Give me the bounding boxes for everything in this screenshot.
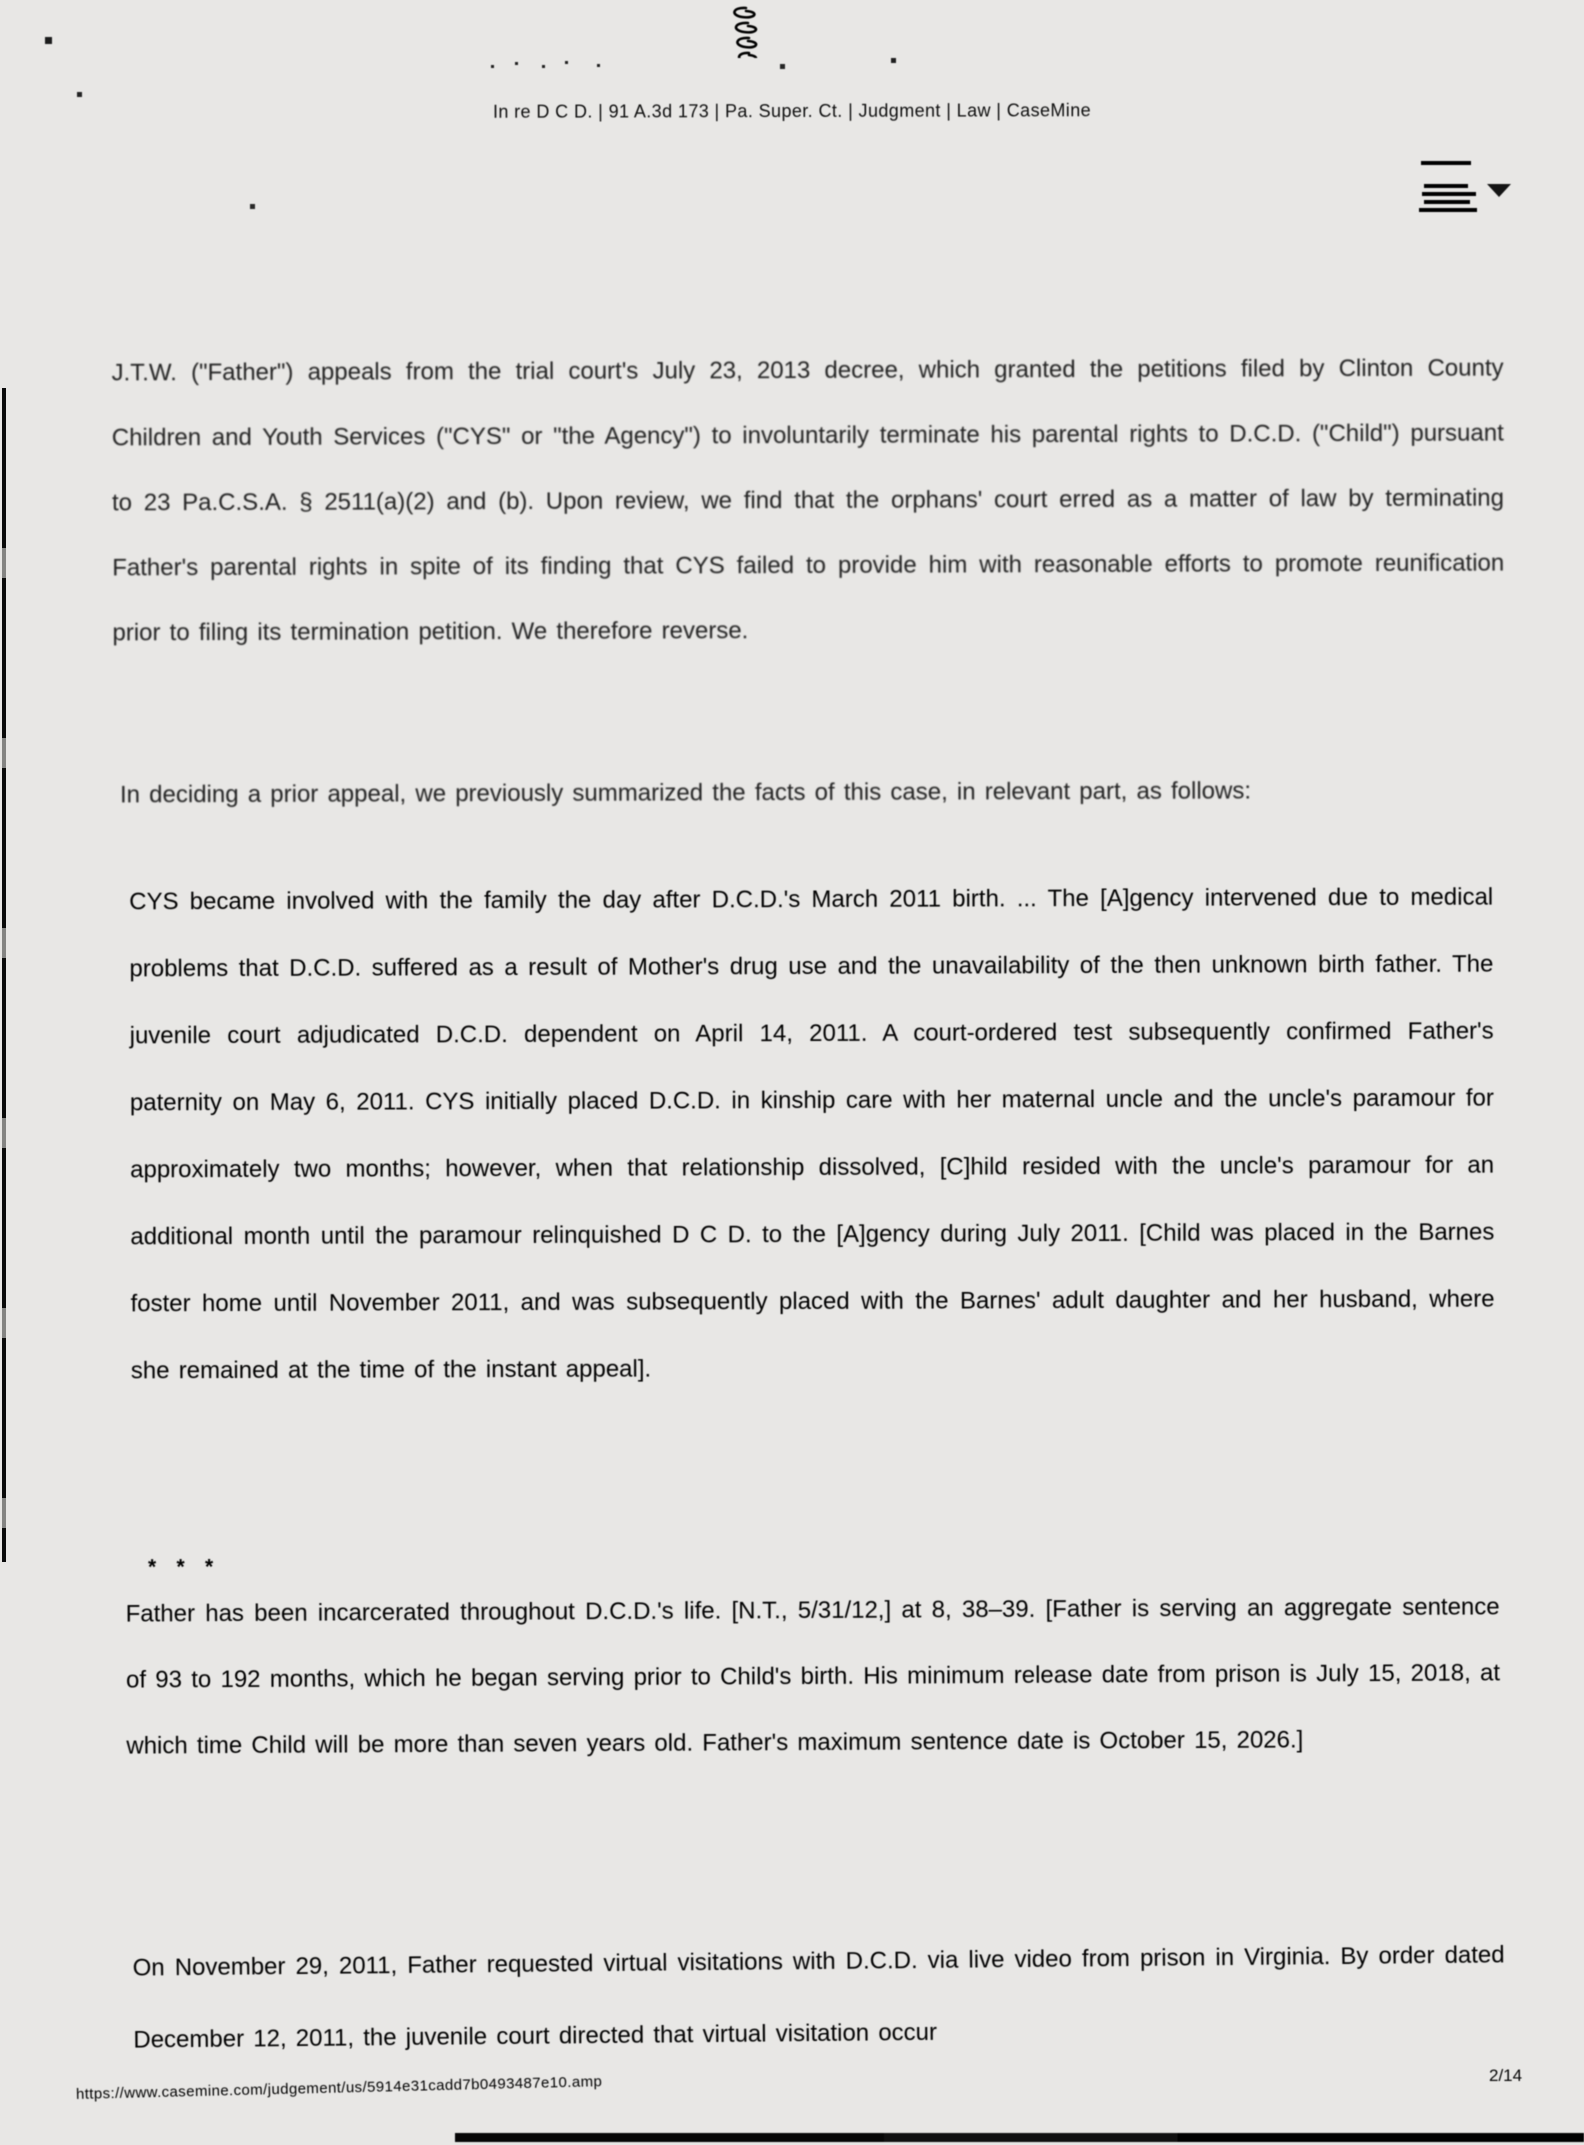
menu-line bbox=[1419, 208, 1477, 212]
scan-artifact-squiggle bbox=[716, 2, 768, 58]
page-number: 2/14 bbox=[1489, 2066, 1523, 2085]
menu-line bbox=[1424, 184, 1468, 188]
text-lines-icon bbox=[1418, 158, 1482, 216]
menu-line bbox=[1424, 200, 1470, 204]
menu-line bbox=[1422, 192, 1476, 196]
section-break-stars: * * * bbox=[147, 1555, 220, 1579]
visitation-paragraph: On November 29, 2011, Father requested virtual visitations with D.C.D. via live video from prison in Virginia. By order dated December 12, 2011, the juvenile court directed that virtual visitation occur bbox=[132, 1941, 1505, 2054]
scan-artifact-bottom-bar bbox=[455, 2133, 1584, 2142]
footer-url: https://www.casemine.com/judgement/us/5914e31cadd7b0493487e10.amp bbox=[75, 2073, 603, 2103]
print-header: In re D C D. | 91 A.3d 173 | Pa. Super. Ct. | Judgment | Law | CaseMine bbox=[492, 100, 1092, 122]
caret-down-icon bbox=[1487, 184, 1511, 197]
scan-artifact-left-edge-line bbox=[2, 388, 6, 1562]
opinion-paragraph-appeal: J.T.W. ("Father") appeals from the trial court's July 23, 2013 decree, which granted the petitions filed by Clinton County Children and Youth Services ("CYS" or "the Agency") to involuntarily terminate his parental rights to D.C.D. ("Child") pursuant to 23 Pa.C.S.A. § 2511(a)(2) and (b). Upon review, we find that the orphans' court erred as a matter of law by terminating Father's parental rights in spite of its finding that CYS failed to provide him with reasonable efforts to promote reunification prior to filing its termination petition. We therefore reverse. bbox=[111, 354, 1505, 647]
facts-intro-paragraph: In deciding a prior appeal, we previously summarized the facts of this case, in relevant part, as follows: bbox=[119, 777, 1252, 809]
scan-artifact-specks bbox=[0, 0, 1, 1]
menu-line bbox=[1421, 161, 1471, 165]
facts-blockquote: CYS became involved with the family the day after D.C.D.'s March 2011 birth. ... The [A]gency intervened due to medical problems that D.C.D. suffered as a result of Mother's drug use and the unavailability of the then unknown birth father. The juvenile court adjudicated D.C.D. dependent on April 14, 2011. A court-ordered test subsequently confirmed Father's paternity on May 6, 2011. CYS initially placed D.C.D. in kinship care with her maternal uncle and the uncle's paramour for approximately two months; however, when that relationship dissolved, [C]hild resided with the uncle's paramour for an additional month until the paramour relinquished D C D. to the [A]gency during July 2011. [Child was placed in the Barnes foster home until November 2011, and was subsequently placed with the Barnes' adult daughter and her husband, where she remained at the time of the instant appeal]. bbox=[129, 883, 1495, 1385]
incarceration-paragraph: Father has been incarcerated throughout D.C.D.'s life. [N.T., 5/31/12,] at 8, 38–39. [Father is serving an aggregate sentence of 93 to 192 months, which he began serving prior to Child's birth. His minimum release date from prison is July 15, 2018, at which time Child will be more than seven years old. Father's maximum sentence date is October 15, 2026.] bbox=[125, 1593, 1501, 1760]
